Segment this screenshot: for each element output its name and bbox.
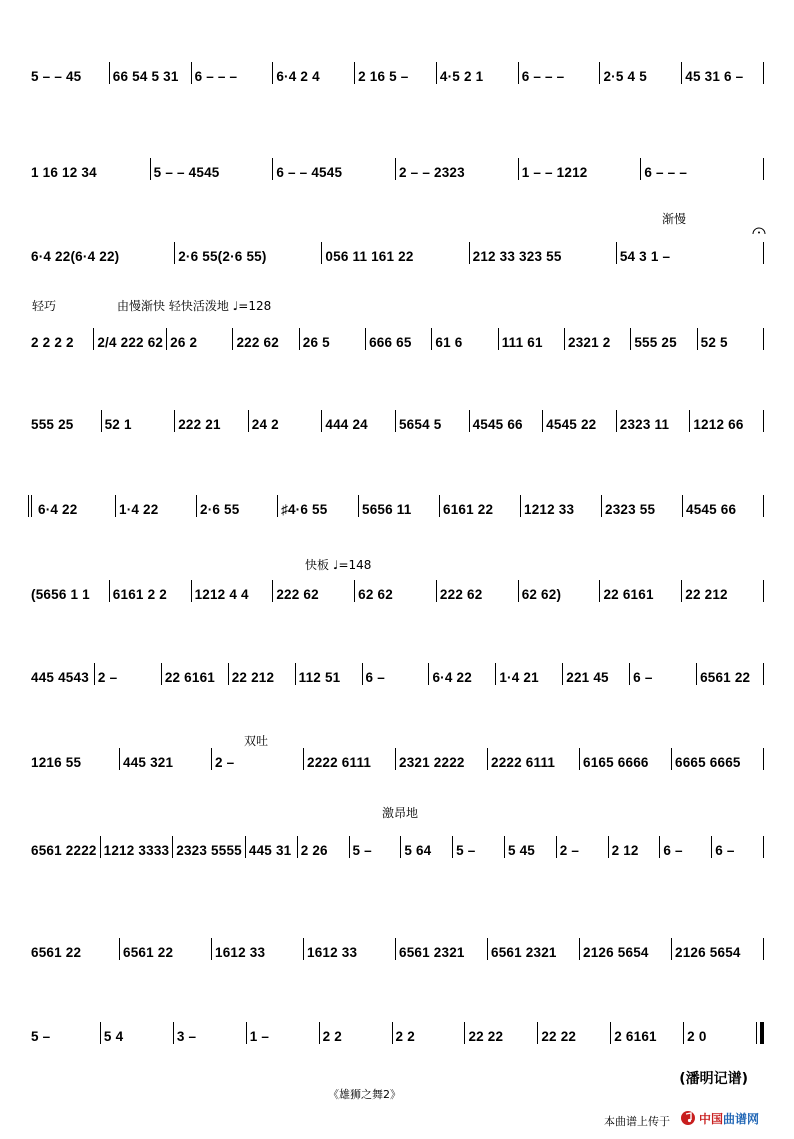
measure: 22 6161 <box>164 670 216 685</box>
measure: 26 5 <box>302 335 330 350</box>
score-row <box>28 580 764 602</box>
measure: 1212 33 <box>524 502 575 517</box>
measure: 1·4 22 <box>119 502 159 517</box>
measure: 2321 2222 <box>399 755 465 770</box>
measure: 6·4 2 4 <box>276 69 320 84</box>
measure: 6561 22 <box>123 945 174 960</box>
measure: 26 2 <box>170 335 198 350</box>
measure: 1 – – 1212 <box>521 165 588 180</box>
measure: 1 16 12 34 <box>31 165 97 180</box>
measure: 2 0 <box>687 1029 707 1044</box>
measure: 22 212 <box>231 670 275 685</box>
expression-qingqiao: 轻巧 <box>32 299 57 313</box>
measure: 212 33 323 55 <box>472 249 562 264</box>
score-row <box>28 158 764 180</box>
measure: 6161 2 2 <box>112 587 167 602</box>
measure: 1·4 21 <box>499 670 539 685</box>
measure: 5656 11 <box>362 502 412 517</box>
measure: 5 64 <box>404 843 432 858</box>
measure: (5656 1 1 <box>31 587 90 602</box>
score-row <box>28 938 764 960</box>
measure: 6561 2321 <box>491 945 557 960</box>
measure: 2 6161 <box>614 1029 657 1044</box>
measure: 2 16 5 – <box>358 69 409 84</box>
score-row <box>28 1022 764 1044</box>
measure: 1612 33 <box>215 945 266 960</box>
measure: 6·4 22 <box>432 670 472 685</box>
logo-text: 中国曲谱网 <box>699 1111 760 1126</box>
measure: 1612 33 <box>307 945 358 960</box>
measure: 2·6 55 <box>200 502 240 517</box>
site-logo[interactable] <box>680 1108 780 1128</box>
measure: 222 21 <box>178 417 221 432</box>
measure: 4545 66 <box>472 417 523 432</box>
measure: 2 2 2 2 <box>31 335 74 350</box>
measure: 2222 6111 <box>307 755 372 770</box>
measure: 22 212 <box>685 587 728 602</box>
measure: 6·4 22 <box>38 502 78 517</box>
score-row <box>28 663 764 685</box>
measure: 6561 2222 <box>31 843 97 858</box>
score-row <box>28 410 764 432</box>
barline <box>763 158 764 180</box>
barline <box>763 328 764 350</box>
measure: 6161 22 <box>443 502 494 517</box>
measure: 5 – <box>352 843 372 858</box>
measure: 221 45 <box>566 670 609 685</box>
measure: 6665 6665 <box>675 755 741 770</box>
expression-jiang: 激昂地 <box>382 806 419 820</box>
measure: 62 62) <box>521 587 562 602</box>
music-logo-icon <box>680 1110 696 1126</box>
measure: 52 5 <box>700 335 728 350</box>
measure: 2 – – 2323 <box>399 165 465 180</box>
measure: 6·4 22(6·4 22) <box>31 249 120 264</box>
repeat-barline <box>28 495 35 517</box>
score-row <box>28 836 764 858</box>
barline <box>763 663 764 685</box>
measure: 2321 2 <box>568 335 611 350</box>
measure: 2323 55 <box>605 502 656 517</box>
measure: 2323 11 <box>619 417 670 432</box>
measure: 445 31 <box>248 843 292 858</box>
measure: 5 – <box>31 1029 51 1044</box>
measure: 2 – <box>97 670 118 685</box>
barline <box>763 495 764 517</box>
measure: 6561 2321 <box>399 945 465 960</box>
measure: 2 26 <box>300 843 328 858</box>
measure: 6561 22 <box>700 670 751 685</box>
measure: 222 62 <box>276 587 319 602</box>
tempo-mark-128: 由慢渐快 轻快活泼地 ♩=128 <box>117 299 272 313</box>
final-barline <box>756 1022 764 1044</box>
measure: 6 – – 4545 <box>276 165 343 180</box>
score-row <box>28 242 764 264</box>
measure: 555 25 <box>31 417 74 432</box>
barline <box>763 836 764 858</box>
measure: 62 62 <box>358 587 393 602</box>
measure: 2 2 <box>395 1029 415 1044</box>
measure: 2126 5654 <box>583 945 649 960</box>
measure: 4·5 2 1 <box>439 69 484 84</box>
measure: 1 – <box>249 1029 270 1044</box>
measure: 22 6161 <box>603 587 654 602</box>
barline <box>763 410 764 432</box>
measure: 45 31 6 – <box>685 69 744 84</box>
measure: 4545 22 <box>546 417 597 432</box>
measure: 54 3 1 – <box>619 249 671 264</box>
tempo-mark-kuaiban: 快板 ♩=148 <box>305 558 372 572</box>
barline <box>763 580 764 602</box>
score-row <box>28 748 764 770</box>
measure: 66 54 5 31 <box>112 69 179 84</box>
measure: 5 – <box>456 843 476 858</box>
measure: 056 11 161 22 <box>325 249 414 264</box>
measure: 445 321 <box>123 755 174 770</box>
technique-shuangtu: 双吐 <box>244 734 269 748</box>
measure: 4545 66 <box>686 502 737 517</box>
measure: 222 62 <box>236 335 279 350</box>
barline <box>763 748 764 770</box>
measure: 3 – <box>176 1029 197 1044</box>
measure: 445 4543 <box>31 670 89 685</box>
measure: 5 45 <box>507 843 536 858</box>
measure: 61 6 <box>435 335 463 350</box>
measure: 24 2 <box>251 417 279 432</box>
score-row <box>28 328 764 350</box>
measure: 6 – <box>365 670 385 685</box>
score-row <box>28 495 764 517</box>
measure: 666 65 <box>369 335 412 350</box>
measure: 2·6 55(2·6 55) <box>178 249 267 264</box>
measure: 2126 5654 <box>675 945 741 960</box>
measure: 1212 4 4 <box>194 587 249 602</box>
transcriber-credit: (潘明记谱) <box>679 1071 748 1087</box>
measure: 6561 22 <box>31 945 82 960</box>
measure: 22 22 <box>541 1029 577 1044</box>
upload-note: 本曲谱上传于 <box>604 1115 670 1128</box>
measure: 1212 3333 <box>103 843 170 858</box>
measure: 2 – <box>559 843 580 858</box>
measure: 6 – <box>715 843 735 858</box>
measure: 5 4 <box>103 1029 124 1044</box>
measure: 52 1 <box>104 417 132 432</box>
measure: 111 61 <box>501 335 543 350</box>
measure: 2 – <box>215 755 235 770</box>
measure: 2222 6111 <box>491 755 556 770</box>
measure: 1212 66 <box>693 417 744 432</box>
measure: 5 – – 4545 <box>153 165 220 180</box>
barline <box>763 938 764 960</box>
fermata-icon <box>752 225 766 235</box>
measure: 6 – – – <box>194 69 238 84</box>
measure: 222 62 <box>439 587 483 602</box>
measure: 112 51 <box>298 670 341 685</box>
measure: 2/4 222 62 <box>97 335 164 350</box>
measure: 5654 5 <box>398 417 442 432</box>
piece-title: 《雄狮之舞2》 <box>328 1088 401 1101</box>
measure: 6 – <box>663 843 683 858</box>
measure: 6 – <box>633 670 653 685</box>
measure: 444 24 <box>325 417 368 432</box>
measure: ♯4·6 55 <box>281 502 328 517</box>
measure: 6 – – – <box>521 69 565 84</box>
measure: 555 25 <box>634 335 677 350</box>
measure: 2 2 <box>322 1029 342 1044</box>
barline <box>763 242 764 264</box>
measure: 2323 5555 <box>176 843 242 858</box>
tempo-mark-jianman: 渐慢 <box>662 212 687 226</box>
score-row <box>28 62 764 84</box>
measure: 2 12 <box>611 843 639 858</box>
measure: 2·5 4 5 <box>603 69 647 84</box>
measure: 6165 6666 <box>583 755 649 770</box>
measure: 22 22 <box>468 1029 504 1044</box>
measure: 1216 55 <box>31 755 82 770</box>
barline <box>763 62 764 84</box>
measure: 6 – – – <box>644 165 688 180</box>
measure: 5 – – 45 <box>31 69 82 84</box>
